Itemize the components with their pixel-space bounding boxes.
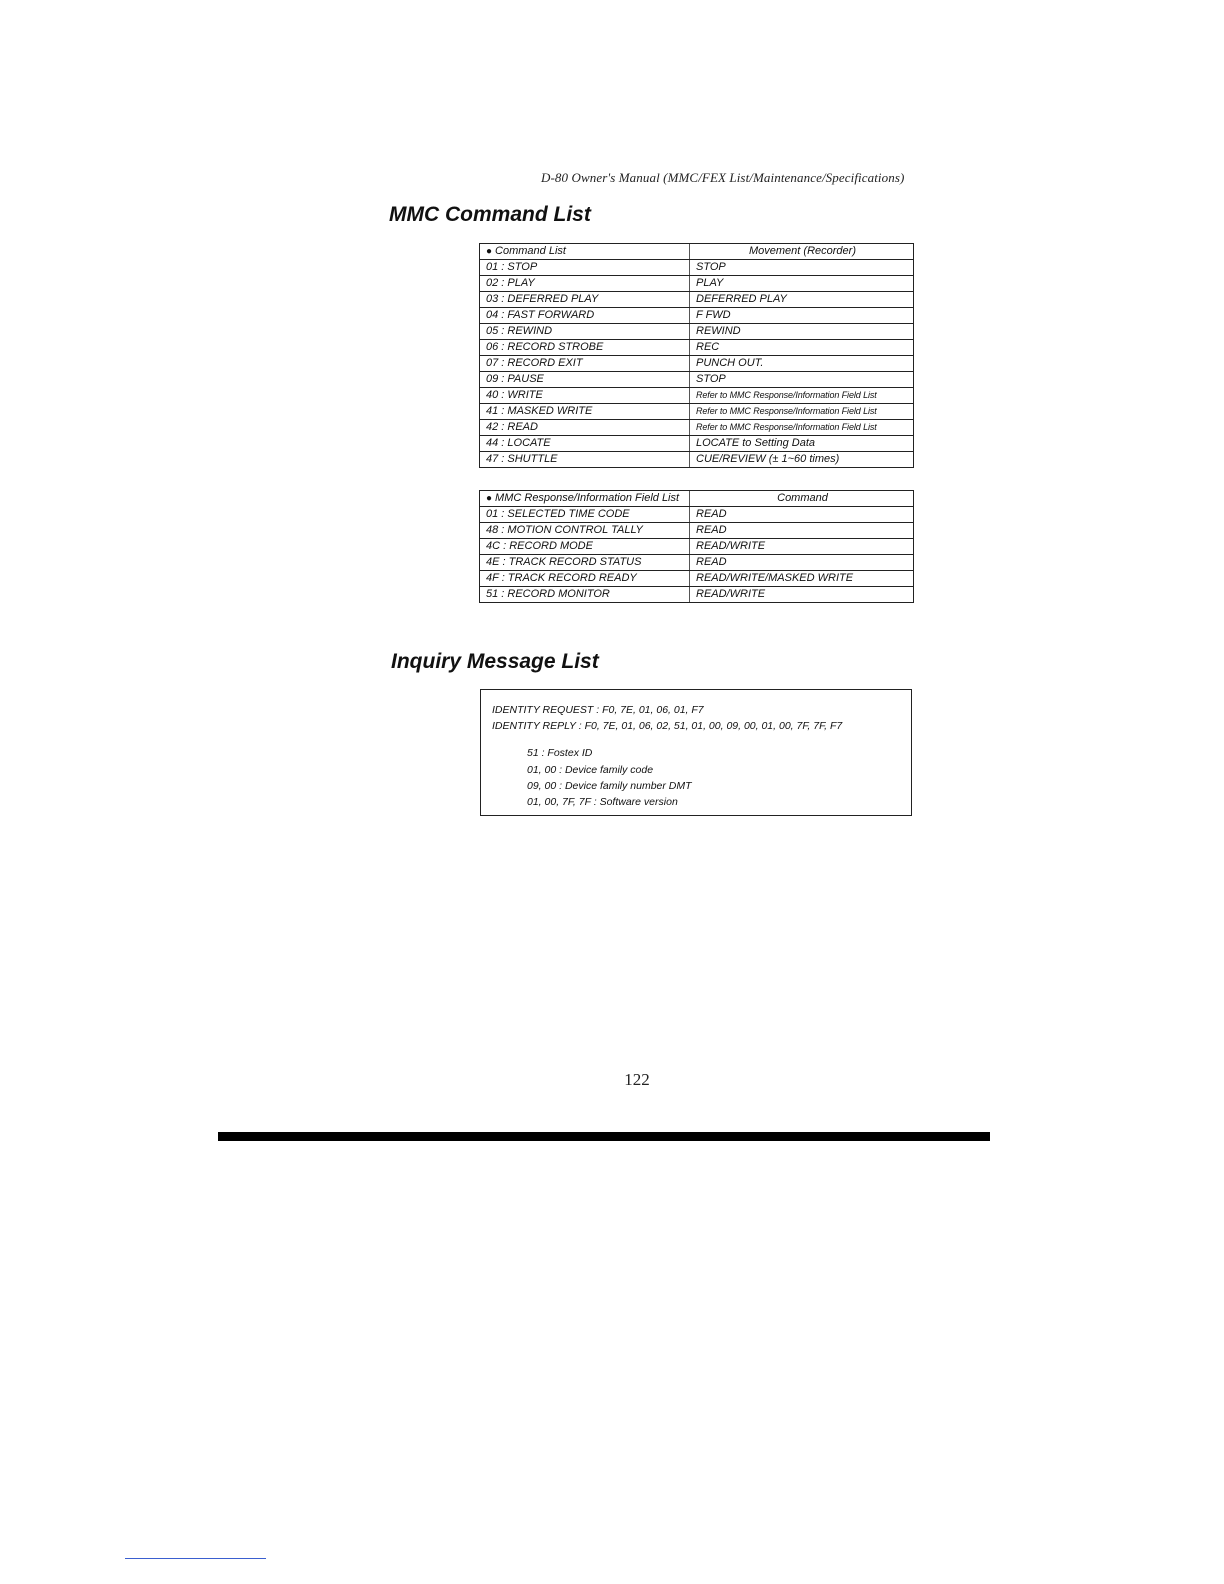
command-cell: 44 : LOCATE — [480, 436, 690, 452]
header-command-list — [480, 244, 690, 260]
inquiry-section-title: Inquiry Message List — [391, 650, 599, 673]
movement-cell: PLAY — [690, 276, 914, 292]
command-cell: 07 : RECORD EXIT — [480, 356, 690, 372]
command-cell: READ/WRITE/MASKED WRITE — [690, 571, 914, 587]
table-row — [480, 555, 914, 571]
table-row — [480, 340, 914, 356]
field-cell: 01 : SELECTED TIME CODE — [480, 507, 690, 523]
command-cell: READ — [690, 523, 914, 539]
command-cell: 41 : MASKED WRITE — [480, 404, 690, 420]
field-cell: 48 : MOTION CONTROL TALLY — [480, 523, 690, 539]
table-row — [480, 308, 914, 324]
header-response-field-list — [480, 491, 690, 507]
command-cell: 09 : PAUSE — [480, 372, 690, 388]
mmc-command-table — [479, 243, 914, 468]
table-row — [480, 436, 914, 452]
inquiry-message-box — [480, 689, 912, 816]
identity-reply-line: IDENTITY REPLY : F0, 7E, 01, 06, 02, 51, 01, 00, 09, 00, 01, 00, 7F, 7F, F7 — [492, 720, 843, 732]
command-cell: 02 : PLAY — [480, 276, 690, 292]
table-row — [480, 571, 914, 587]
command-cell: READ/WRITE — [690, 539, 914, 555]
movement-cell: LOCATE to Setting Data — [690, 436, 914, 452]
inquiry-detail: 51 : Fostex ID — [527, 747, 593, 759]
command-cell: 04 : FAST FORWARD — [480, 308, 690, 324]
header-label: Command List — [495, 245, 566, 257]
mmc-section-title: MMC Command List — [389, 203, 591, 226]
field-cell: 4C : RECORD MODE — [480, 539, 690, 555]
field-cell: 4F : TRACK RECORD READY — [480, 571, 690, 587]
table-row — [480, 372, 914, 388]
movement-cell: Refer to MMC Response/Information Field List — [690, 420, 914, 436]
table-row — [480, 420, 914, 436]
header-movement: Movement (Recorder) — [690, 244, 914, 260]
header-command: Command — [690, 491, 914, 507]
movement-cell: STOP — [690, 372, 914, 388]
movement-cell: PUNCH OUT. — [690, 356, 914, 372]
movement-cell: REWIND — [690, 324, 914, 340]
movement-cell: Refer to MMC Response/Information Field List — [690, 388, 914, 404]
mmc-response-field-table — [479, 490, 914, 603]
field-cell: 4E : TRACK RECORD STATUS — [480, 555, 690, 571]
command-cell: 42 : READ — [480, 420, 690, 436]
bullet-icon: ● — [486, 493, 493, 504]
inquiry-detail: 01, 00 : Device family code — [527, 764, 654, 776]
table-row — [480, 539, 914, 555]
command-cell: READ — [690, 507, 914, 523]
command-cell: 47 : SHUTTLE — [480, 452, 690, 468]
table-row — [480, 276, 914, 292]
table-header-row — [480, 491, 914, 507]
table-row — [480, 523, 914, 539]
footer-rule — [218, 1132, 990, 1141]
command-cell: 01 : STOP — [480, 260, 690, 276]
table-row — [480, 356, 914, 372]
table-row — [480, 388, 914, 404]
table-row — [480, 324, 914, 340]
movement-cell: CUE/REVIEW (± 1~60 times) — [690, 452, 914, 468]
table-row — [480, 507, 914, 523]
page-number: 122 — [624, 1070, 650, 1089]
command-cell: READ/WRITE — [690, 587, 914, 603]
link-underline — [125, 1558, 266, 1559]
movement-cell: F FWD — [690, 308, 914, 324]
field-cell: 51 : RECORD MONITOR — [480, 587, 690, 603]
table-row — [480, 260, 914, 276]
table-row — [480, 404, 914, 420]
command-cell: 03 : DEFERRED PLAY — [480, 292, 690, 308]
movement-cell: DEFERRED PLAY — [690, 292, 914, 308]
identity-request-line: IDENTITY REQUEST : F0, 7E, 01, 06, 01, F7 — [492, 704, 704, 716]
running-head: D-80 Owner's Manual (MMC/FEX List/Maintenance/Specifications) — [541, 170, 905, 185]
movement-cell: Refer to MMC Response/Information Field List — [690, 404, 914, 420]
command-cell: READ — [690, 555, 914, 571]
command-cell: 06 : RECORD STROBE — [480, 340, 690, 356]
table-row — [480, 587, 914, 603]
inquiry-detail: 01, 00, 7F, 7F : Software version — [527, 796, 678, 808]
command-cell: 05 : REWIND — [480, 324, 690, 340]
table-row — [480, 292, 914, 308]
header-label: MMC Response/Information Field List — [495, 492, 680, 504]
movement-cell: STOP — [690, 260, 914, 276]
bullet-icon: ● — [486, 246, 493, 257]
inquiry-detail: 09, 00 : Device family number DMT — [527, 780, 692, 792]
table-header-row — [480, 244, 914, 260]
table-row — [480, 452, 914, 468]
movement-cell: REC — [690, 340, 914, 356]
command-cell: 40 : WRITE — [480, 388, 690, 404]
